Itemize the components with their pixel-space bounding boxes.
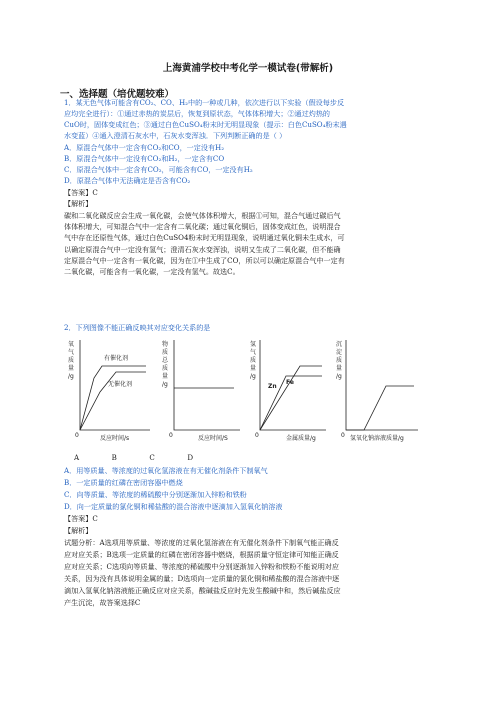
chart-c-series-label-fe: Fe [286,379,294,386]
q2-option: B．一定质量的红磷在密闭容器中燃烧 [64,478,183,487]
chart-a-ylabel-4: 量 [68,365,75,372]
q2-analysis-line: 应对应关系；C选项向等质量、等浓度的稀硫酸中分别逐渐加入锌粉和铁粉不能说明对应 [64,562,339,571]
q1-analysis-line: 以确定原混合气中一定没有氢气；澄清石灰水变浑浊，说明又生成了二氧化碳，但不能确 [64,245,341,254]
chart-b-xlabel: 反应时间/S [198,435,228,442]
q1-line: 水变蓝）④通入澄清石灰水中，石灰水变浑浊．下列判断正确的是（ ） [64,131,287,140]
q1-line: 1．某无色气体可能含有CO₂、CO、H₂中的一种或几种，依次进行以下实验（假设每步反 [64,98,345,107]
q2-figures [64,336,424,448]
q1-analysis-line: 体体积增大，可知混合气中一定含有二氧化碳；通过氧化铜后，固体变成红色，说明混合 [64,222,341,231]
chart-c-ylabel-4: 量 [250,365,257,372]
chart-d-xlabel: 氢氧化钠溶液质量/g [350,435,404,442]
chart-a-ylabel-2: 气 [68,349,75,356]
chart-c-series-label-zn: Zn [268,383,277,390]
q1-line: CuO时，固体变成红色；③通过白色CuSO₄粉末时无明显现象（提示：白色CuSO₄粉末遇 [64,120,347,129]
q1-analysis-line: 二氧化碳，可能含有一氧化碳，一定没有氢气。故选C。 [64,267,240,276]
chart-letter-c: C [149,453,155,462]
q2-analysis-line: 产生沉淀，故答案选择C [64,598,141,607]
q2-answer: 【答案】C [64,514,98,523]
q1-option: B．原混合气体中一定没有CO₂和H₂，一定含有CO [64,154,225,163]
chart-d-ylabel-3: 质 [336,357,343,364]
chart-d-ylabel-2: 淀 [336,349,343,356]
chart-b [162,340,240,442]
q2-analysis-head: 【解析】 [64,526,93,535]
chart-a-ylabel-1: 氧 [68,341,75,348]
chart-a-xlabel: 反应时间/s [100,435,130,442]
q1-analysis-line: 定原混合气中一定含有一氧化碳，因为在①中生成了CO，所以可以确定原混合气中一定有 [64,256,345,265]
chart-letter-a: A [74,453,80,462]
q1-option: C．原混合气体中一定含有CO₂，可能含有CO，一定没有H₂ [64,165,253,174]
chart-a [68,340,150,442]
chart-b-ylabel-6: /g [162,381,168,388]
q1-option: D．原混合气体中无法确定是否含有CO₂ [64,176,191,185]
chart-b-axes [174,340,240,430]
section-heading: 一、选择题（培优题较难） [60,89,175,100]
q2-analysis-line: 应对应关系；B选项一定质量的红磷在密闭容器中燃烧，根据质量守恒定律可知能正确反 [64,550,339,559]
q2-option: A．用等质量、等浓度的过氧化氢溶液在有无催化剂条件下制氧气 [64,466,268,475]
q1-line: 应均完全进行）：①通过赤热的炭层后，恢复到原状态，气体体积增大；②通过灼热的 [64,109,331,118]
chart-b-ylabel-3: 总 [162,357,169,364]
chart-c-ylabel-5: /g [250,373,256,380]
chart-a-ylabel-3: 质 [68,357,75,364]
chart-c-origin: 0 [255,432,259,439]
q2-chart-letters [74,452,234,463]
chart-d-ylabel-4: 量 [336,365,343,372]
chart-b-origin: 0 [169,432,173,439]
chart-d-axes [346,340,418,430]
q1-analysis-line: 气中存在还原性气体，通过白色CuSO4粉末时无明显现象，说明通过氧化铜未生成水，可 [64,233,345,242]
q1-analysis-head: 【解析】 [64,199,93,208]
chart-a-series-label-1: 有催化剂 [104,355,129,362]
q2-stem: 2．下列图像不能正确反映其对应变化关系的是 [64,323,211,332]
q2-option: D．向一定质量的氯化铜和稀盐酸的混合溶液中逐滴加入氢氧化钠溶液 [64,502,283,511]
q1-analysis-line: 碳和二氧化碳反应会生成一氧化碳，会使气体体积增大，根据①可知，混合气通过碳后气 [64,211,341,220]
chart-letter-d: D [187,453,194,462]
chart-d-ylabel-5: /g [336,373,342,380]
chart-b-ylabel-1: 物 [162,341,169,348]
q1-option: A．原混合气体中一定含有CO₂和CO，一定没有H₂ [64,143,225,152]
chart-c-ylabel-3: 质 [250,357,257,364]
q2-option: C．向等质量、等浓度的稀硫酸中分别逐渐加入锌粉和铁粉 [64,490,247,499]
q2-analysis-line: 滴加入氢氧化钠溶液能正确反应对应关系，酸碱盐反应时先发生酸碱中和，然后碱盐反应 [64,586,341,595]
chart-c-ylabel-1: 氢 [250,341,257,348]
chart-d [336,340,418,442]
q2-analysis-line: 关系，因为没有具体说明金属的量；D选项向一定质量的氯化铜和稀盐酸的混合溶液中逐 [64,574,340,583]
chart-c [250,340,326,442]
chart-b-ylabel-4: 质 [162,365,169,372]
chart-a-origin: 0 [75,432,79,439]
chart-b-ylabel-2: 质 [162,349,169,356]
page-title: 上海黄浦学校中考化学一模试卷(带解析) [162,63,334,74]
chart-a-ylabel-5: /g [68,373,74,380]
chart-b-ylabel-5: 量 [162,373,169,380]
chart-c-xlabel: 金属质量/g [286,435,316,442]
chart-letter-b: B [111,453,117,462]
q2-analysis-line: 试题分析：A选项用等质量、等浓度的过氧化氢溶液在有无催化剂条件下制氧气能正确反 [64,538,339,547]
chart-a-series-label-2: 无催化剂 [108,381,133,388]
chart-d-ylabel-1: 沉 [336,341,343,348]
chart-c-ylabel-2: 气 [250,349,257,356]
chart-d-origin: 0 [341,432,345,439]
chart-d-series [346,386,414,430]
q1-answer: 【答案】C [64,188,98,197]
